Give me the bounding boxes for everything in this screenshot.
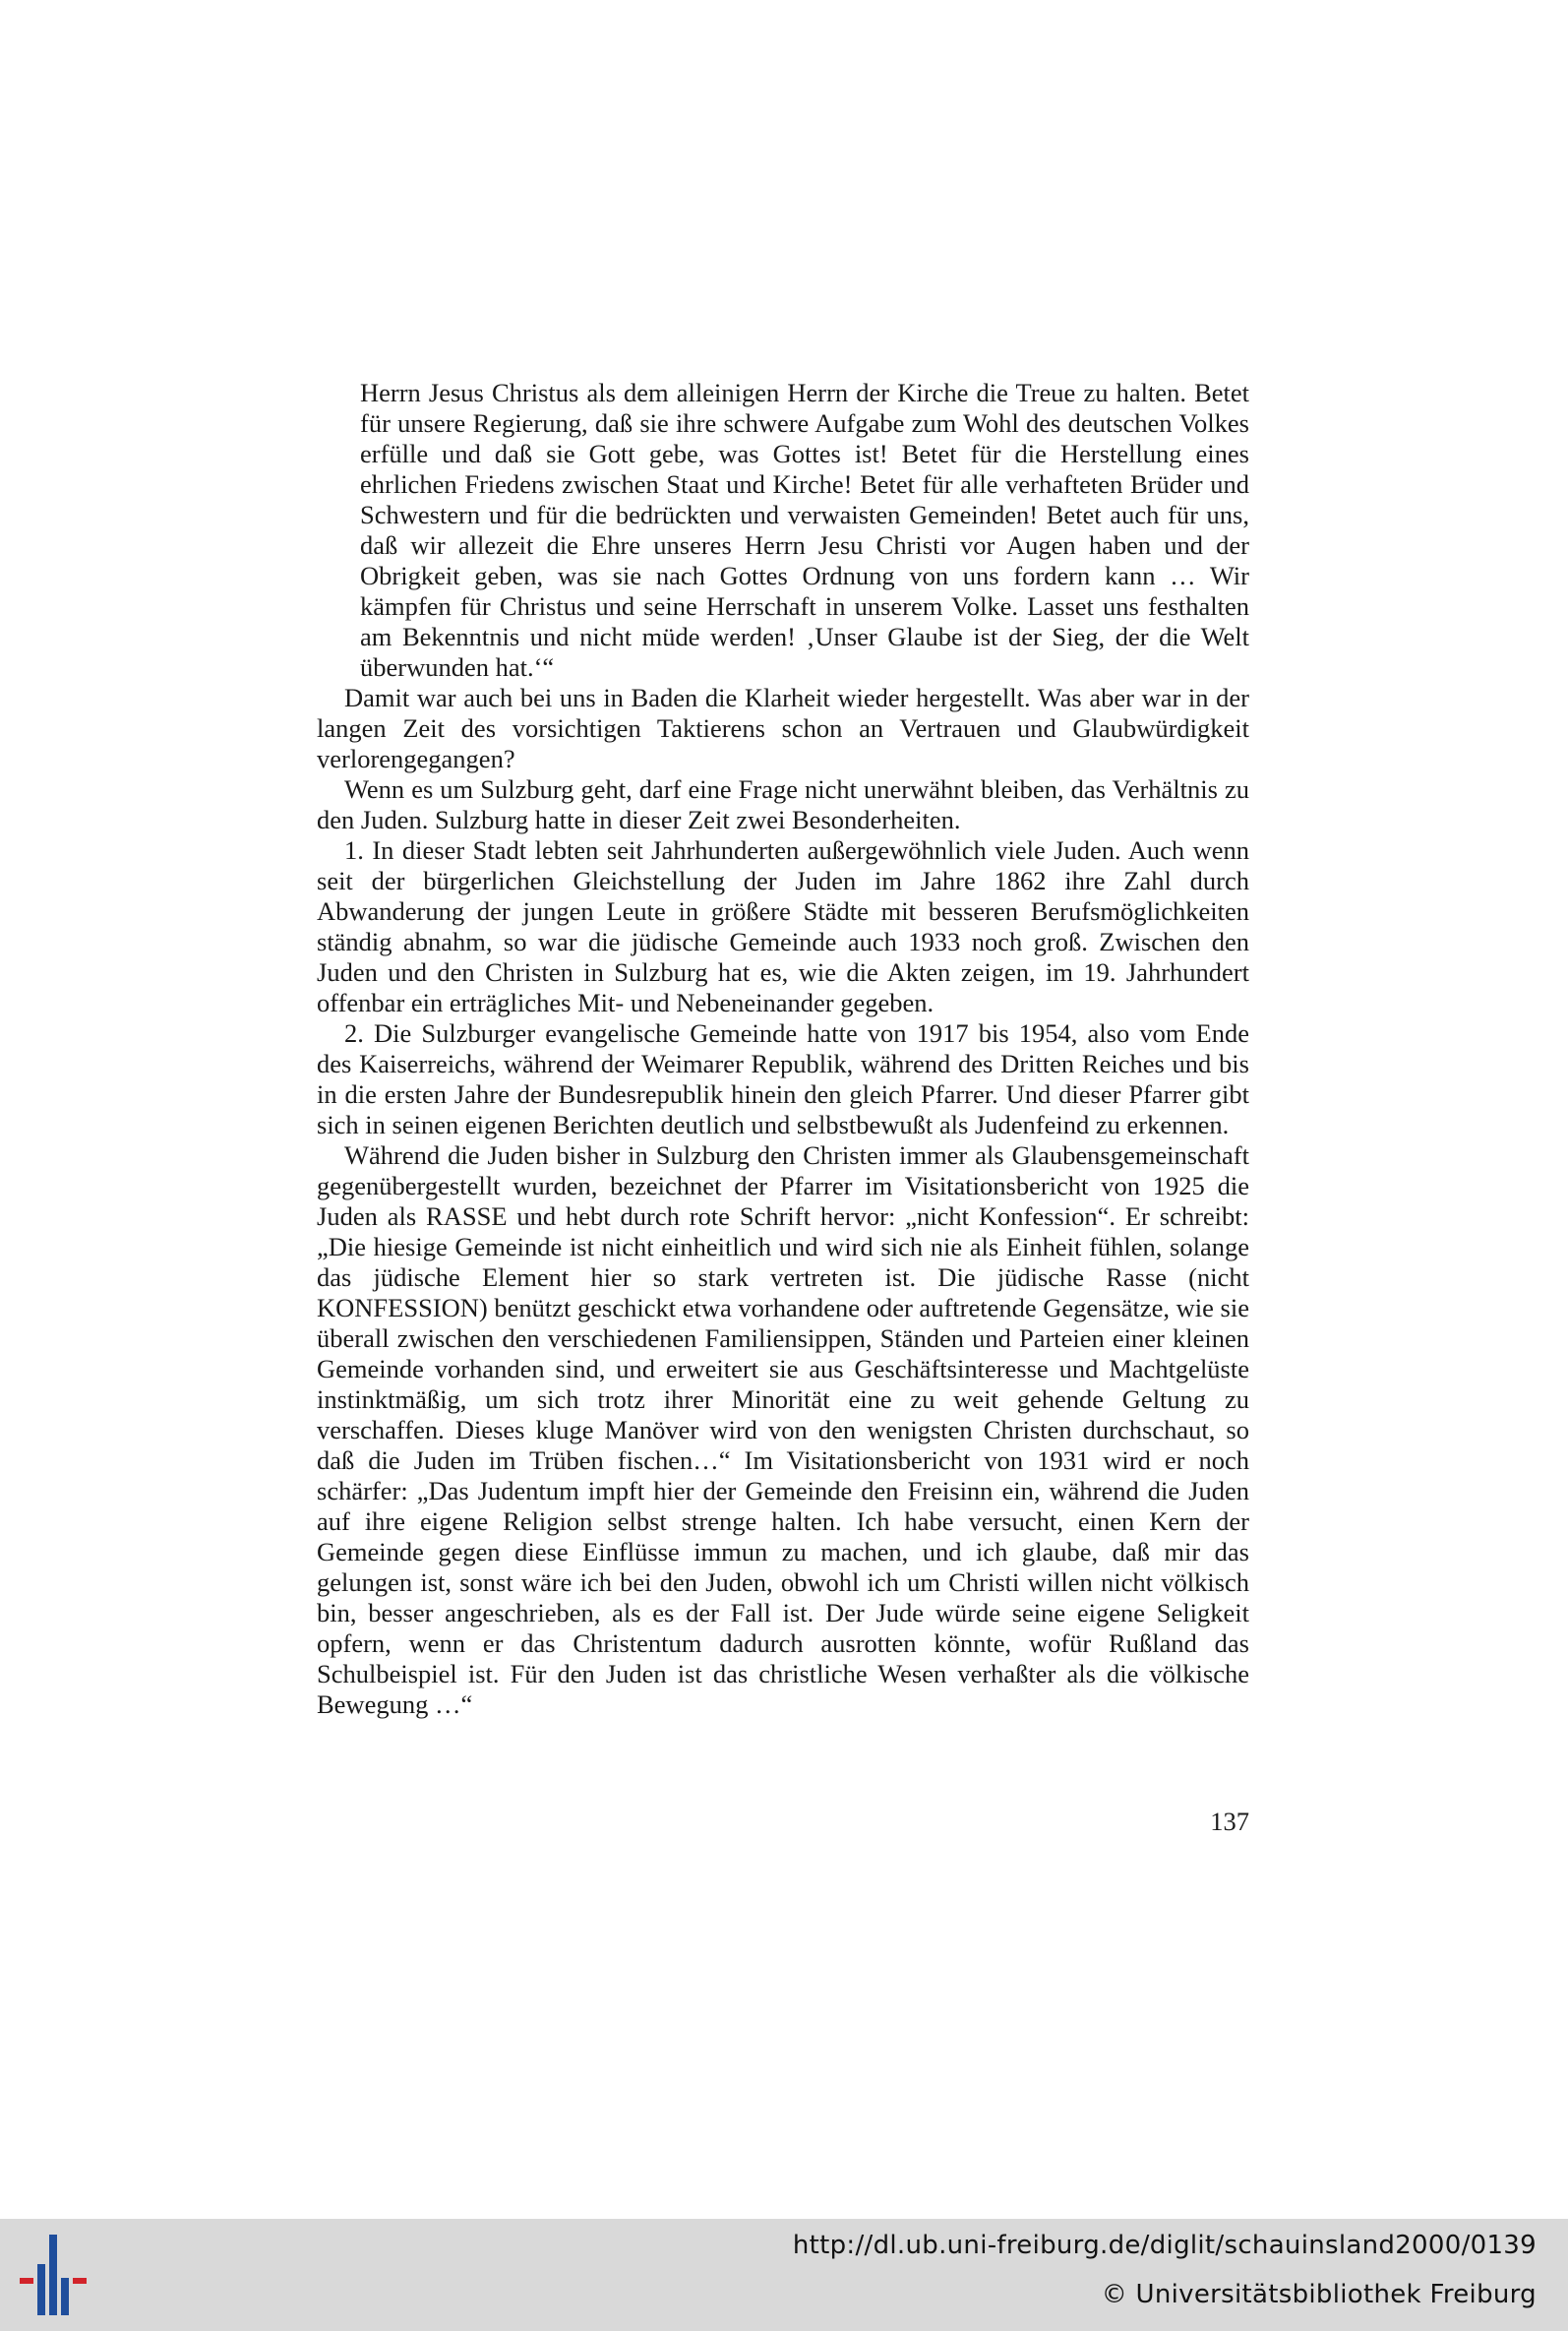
paragraph: 2. Die Sulzburger evangelische Gemeinde hatte von 1917 bis 1954, also vom Ende des Kaiserreichs, während der Weimarer Republik, während des Dritten Reiches und bis in die ersten Jahre der Bundesrepublik hinein den gleich Pfarrer. Und dieser Pfarrer gibt sich in seinen eigenen Berichten deutlich und selbstbewußt als Judenfeind zu erkennen. xyxy=(317,1018,1249,1139)
body-text xyxy=(317,378,1249,1720)
paragraph: Während die Juden bisher in Sulzburg den Christen immer als Glaubensgemeinschaft gegenübergestellt wurden, bezeichnet der Pfarrer im Visitationsbericht von 1925 die Juden als RASSE und hebt durch rote Schrift hervor: „nicht Konfession“. Er schreibt: „Die hiesige Gemeinde ist nicht einheitlich und wird sich nie als Einheit fühlen, solange das jüdische Element hier so stark vertreten ist. Die jüdische Rasse (nicht KONFESSION) benützt geschickt etwa vorhandene oder auftretende Gegensätze, wie sie überall zwischen den verschiedenen Familiensippen, Ständen und Parteien einer kleinen Gemeinde vorhanden sind, und erweitert sie aus Geschäftsinteresse und Machtgelüste instinktmäßig, um sich trotz ihrer Minorität eine zu weit gehende Geltung zu verschaffen. Dieses kluge Manöver wird von den wenigsten Christen durchschaut, so daß die Juden im Trüben fischen…“ Im Visitationsbericht von 1931 wird er noch schärfer: „Das Judentum impft hier der Gemeinde den Freisinn ein, während die Juden auf ihre eigene Religion selbst strenge halten. Ich habe versucht, einen Kern der Gemeinde gegen diese Einflüsse immun zu machen, und ich glaube, daß mir das gelungen ist, sonst wäre ich bei den Juden, obwohl ich um Christi willen nicht völkisch bin, besser angeschrieben, als es der Fall ist. Der Jude würde seine eigene Seligkeit opfern, wenn er das Christentum dadurch ausrotten könnte, wofür Rußland das Schulbeispiel ist. Für den Juden ist das christliche Wesen verhaßter als die völkische Bewegung …“ xyxy=(317,1140,1249,1719)
paragraph: Damit war auch bei uns in Baden die Klarheit wieder hergestellt. Was aber war in der langen Zeit des vorsichtigen Taktierens schon an Vertrauen und Glaubwürdigkeit verlorengegangen? xyxy=(317,683,1249,773)
paragraph: Wenn es um Sulzburg geht, darf eine Frage nicht unerwähnt bleiben, das Verhältnis zu den Juden. Sulzburg hatte in dieser Zeit zwei Besonderheiten. xyxy=(317,774,1249,834)
permalink-url[interactable]: http://dl.ub.uni-freiburg.de/diglit/schauinsland2000/0139 xyxy=(792,2231,1537,2260)
page-number: 137 xyxy=(1210,1807,1249,1836)
footer-bar xyxy=(0,2219,1568,2331)
paragraph: 1. In dieser Stadt lebten seit Jahrhunderten außergewöhnlich viele Juden. Auch wenn seit der bürgerlichen Gleichstellung der Juden im Jahre 1862 ihre Zahl durch Abwanderung der jungen Leute in größere Städte mit besseren Berufsmöglichkeiten ständig abnahm, so war die jüdische Gemeinde auch 1933 noch groß. Zwischen den Juden und den Christen in Sulzburg hat es, wie die Akten zeigen, im 19. Jahrhundert offenbar ein erträgliches Mit- und Nebeneinander gegeben. xyxy=(317,835,1249,1017)
block-quote: Herrn Jesus Christus als dem alleinigen Herrn der Kirche die Treue zu halten. Betet für unsere Regierung, daß sie ihre schwere Aufgabe zum Wohl des deutschen Volkes erfülle und daß sie Gott gebe, was Gottes ist! Betet für die Herstellung eines ehrlichen Friedens zwischen Staat und Kirche! Betet für alle verhafteten Brüder und Schwestern und für die bedrückten und verwaisten Gemeinden! Betet auch für uns, daß wir allezeit die Ehre unseres Herrn Jesu Christi vor Augen haben und der Obrigkeit geben, was sie nach Gottes Ordnung von uns fordern kann … Wir kämpfen für Christus und seine Herrschaft in unserem Volke. Lasset uns festhalten am Bekenntnis und nicht müde werden! ‚Unser Glaube ist der Sieg, der die Welt überwunden hat.‘“ xyxy=(360,378,1249,682)
copyright-notice: © Universitätsbibliothek Freiburg xyxy=(1101,2280,1537,2309)
ub-freiburg-logo-icon xyxy=(20,2235,98,2315)
